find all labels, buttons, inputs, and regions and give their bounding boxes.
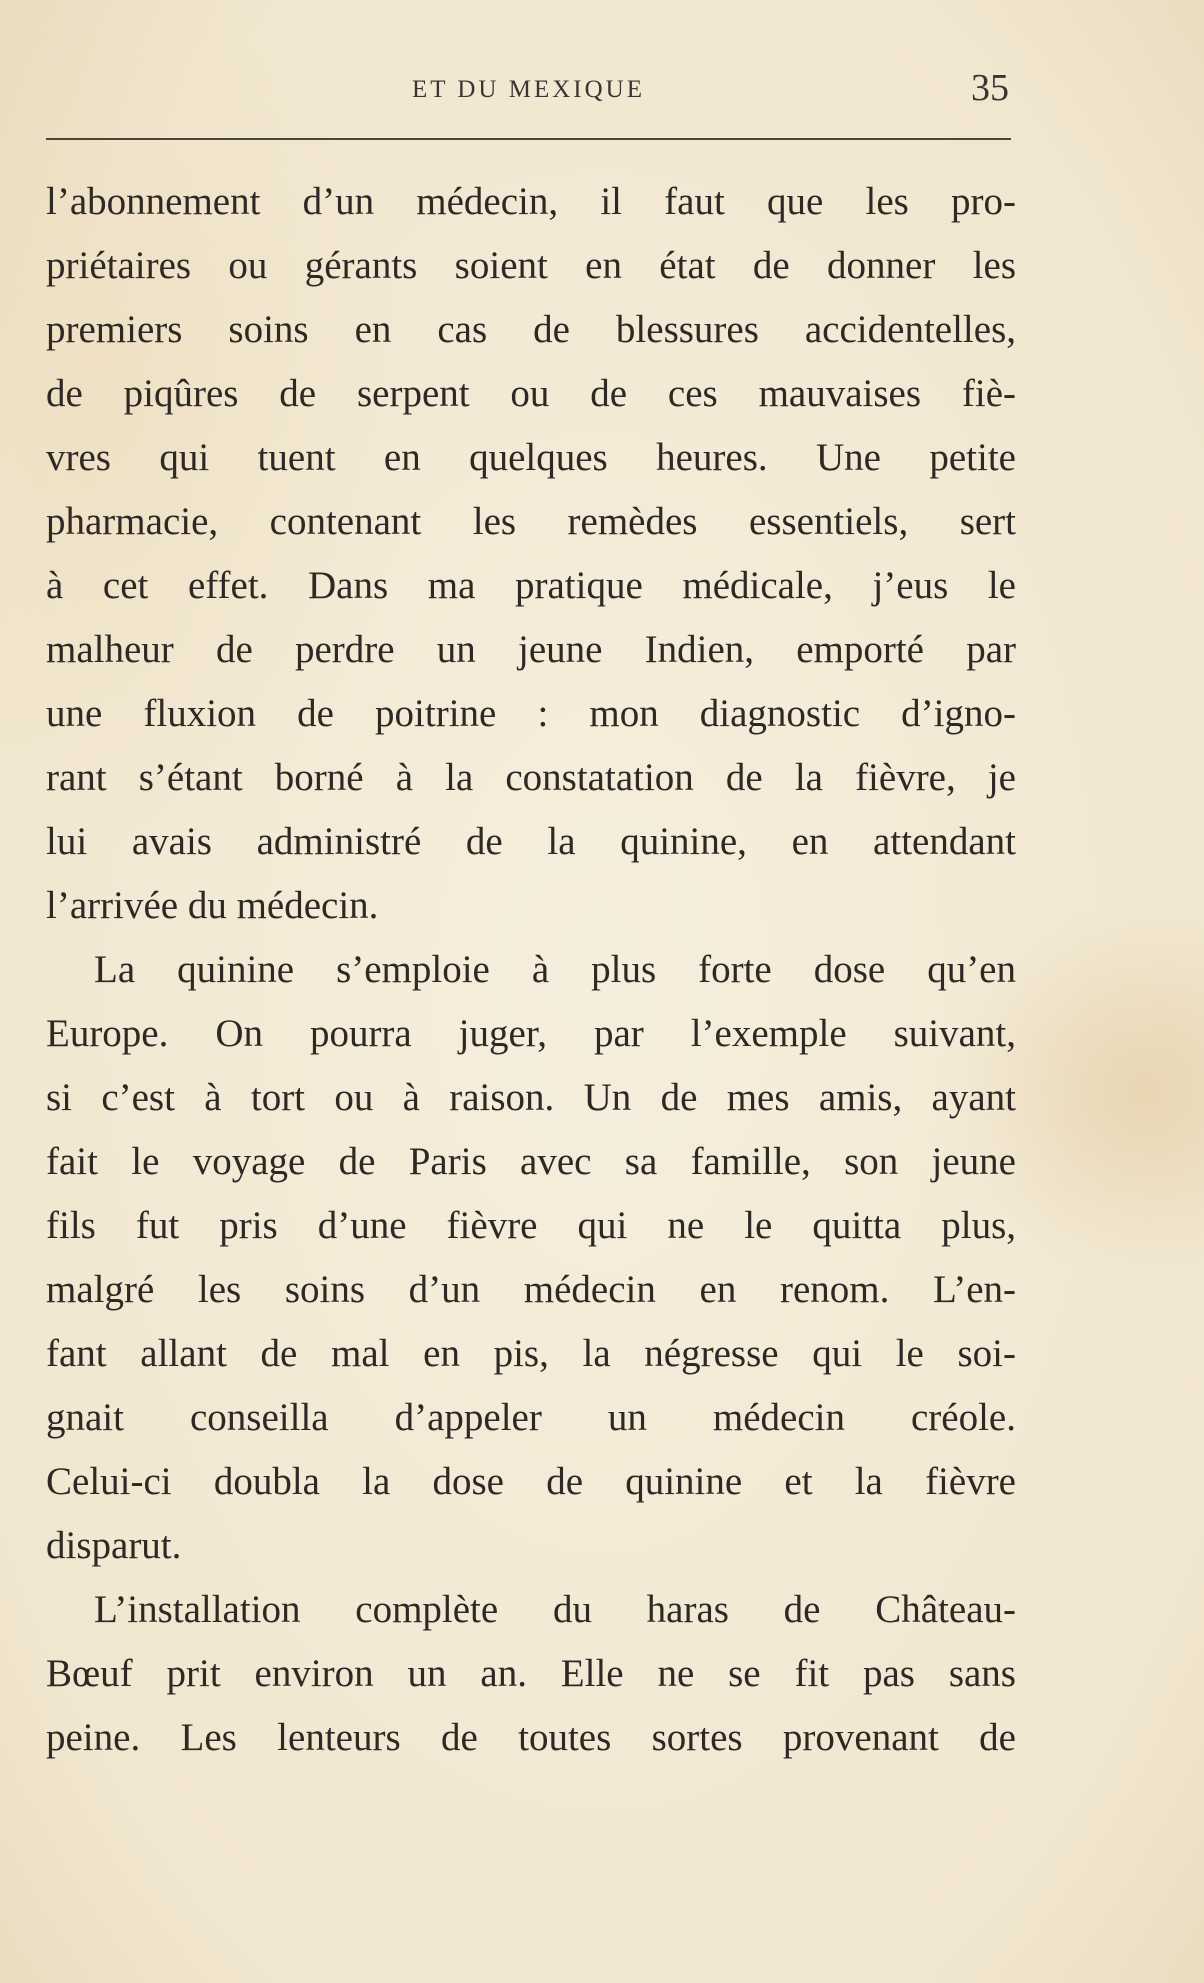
text-line: Bœuf prit environ un an. Elle ne se fit pas sans [46,1652,1016,1695]
running-head [46,66,1011,116]
text-line: malheur de perdre un jeune Indien, emporté par [46,628,1016,671]
text-line: gnait conseilla d’appeler un médecin créole. [46,1396,1016,1439]
text-line: l’abonnement d’un médecin, il faut que les pro- [46,180,1016,223]
text-line: l’arrivée du médecin. [46,884,379,927]
text-line: vres qui tuent en quelques heures. Une petite [46,436,1016,479]
paragraph [46,1578,1016,1770]
text-line: Europe. On pourra juger, par l’exemple suivant, [46,1012,1016,1055]
text-line: fant allant de mal en pis, la négresse qui le soi- [46,1332,1016,1375]
text-line: premiers soins en cas de blessures accidentelles, [46,308,1016,351]
text-line: malgré les soins d’un médecin en renom. L’en- [46,1268,1016,1311]
paragraph [46,170,1016,938]
paragraph [46,938,1016,1578]
header-rule [46,138,1011,140]
text-line: pharmacie, contenant les remèdes essentiels, sert [46,500,1016,543]
text-line: fils fut pris d’une fièvre qui ne le quitta plus, [46,1204,1016,1247]
text-line: fait le voyage de Paris avec sa famille, son jeune [46,1140,1016,1183]
text-line: disparut. [46,1524,182,1567]
running-title: ET DU MEXIQUE [412,76,645,103]
text-line: une fluxion de poitrine : mon diagnostic d’igno- [46,692,1016,735]
text-line: si c’est à tort ou à raison. Un de mes amis, ayant [46,1076,1016,1119]
text-line: priétaires ou gérants soient en état de donner les [46,244,1016,287]
text-line: lui avais administré de la quinine, en attendant [46,820,1016,863]
text-line: de piqûres de serpent ou de ces mauvaises fiè- [46,372,1016,415]
text-line: La quinine s’emploie à plus forte dose qu’en [94,948,1016,991]
text-line: L’installation complète du haras de Château- [94,1588,1016,1631]
text-line: Celui-ci doubla la dose de quinine et la fièvre [46,1460,1016,1503]
body-text [46,170,1016,1770]
text-line: rant s’étant borné à la constatation de la fièvre, je [46,756,1016,799]
text-line: à cet effet. Dans ma pratique médicale, j’eus le [46,564,1016,607]
text-line: peine. Les lenteurs de toutes sortes provenant de [46,1716,1016,1759]
page-number: 35 [971,67,1009,109]
